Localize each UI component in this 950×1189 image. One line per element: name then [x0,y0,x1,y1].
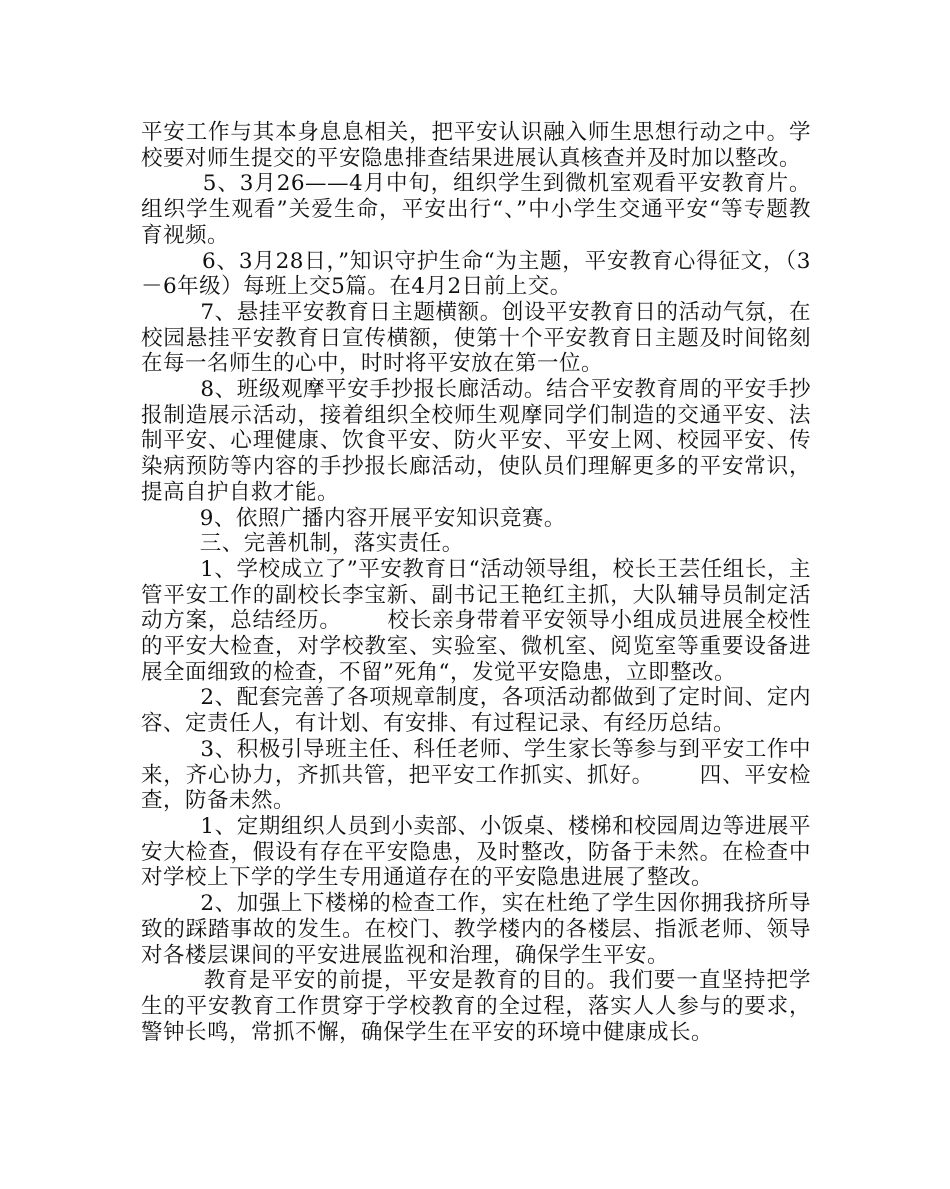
section-heading: 三、完善机制，落实责任。 [141,531,464,557]
paragraph: 5、3月26——4月中旬，组织学生到微机室观看平安教育片。组织学生观看”关爱生命，平安出行“、”中小学生交通平安“等专题教育视频。 [141,171,811,248]
paragraph: 7、悬挂平安教育日主题横额。创设平安教育日的活动气氛，在校园悬挂平安教育日宣传横额，使第十个平安教育日主题及时间铭刻在每一名师生的心中，时时将平安放在第一位。 [141,299,811,377]
closing-paragraph: 教育是平安的前提，平安是教育的目的。我们要一直坚持把学生的平安教育工作贯穿于学校教育的全过程，落实人人参与的要求，警钟长鸣，常抓不懈，确保学生在平安的环境中健康成长。 [141,968,811,1045]
paragraph: 平安工作与其本身息息相关，把平安认识融入师生思想行动之中。学校要对师生提交的平安隐患排查结果进展认真核查并及时加以整改。 [141,120,811,171]
paragraph: 3、积极引导班主任、科任老师、学生家长等参与到平安工作中来，齐心协力，齐抓共管，把平安工作抓实、抓好。 四、平安检查，防备未然。 [141,736,811,814]
paragraph: 1、学校成立了”平安教育日“活动领导组，校长王芸任组长，主管平安工作的副校长李宝新、副书记王艳红主抓，大队辅导员制定活动方案，总结经历。 校长亲身带着平安领导小组成员进展全校性的平安大检查，对学校教室、实验室、微机室、阅览室等重要设备进展全面细致的检查，不留”死角“，发觉平安隐患，立即整改。 [141,556,811,685]
paragraph: 9、依照广播内容开展平安知识竞赛。 [141,505,566,531]
paragraph: 1、定期组织人员到小卖部、小饭桌、楼梯和校园周边等进展平安大检查，假设有存在平安隐患，及时整改，防备于未然。在检查中对学校上下学的学生专用通道存在的平安隐患进展了整改。 [141,813,811,891]
document-body [141,120,811,1045]
paragraph: 8、班级观摩平安手抄报长廊活动。结合平安教育周的平安手抄报制造展示活动，接着组织全校师生观摩同学们制造的交通平安、法制平安、心理健康、饮食平安、防火平安、平安上网、校园平安、传染病预防等内容的手抄报长廊活动，使队员们理解更多的平安常识，提高自护自救才能。 [141,377,811,505]
paragraph: 6、3月28日，”知识守护生命“为主题，平安教育心得征文，（3－6年级）每班上交5篇。在4月2日前上交。 [141,248,811,300]
paragraph: 2、加强上下楼梯的检查工作，实在杜绝了学生因你拥我挤所导致的踩踏事故的发生。在校门、教学楼内的各楼层、指派老师、领导对各楼层课间的平安进展监视和治理，确保学生平安。 [141,891,811,968]
paragraph: 2、配套完善了各项规章制度，各项活动都做到了定时间、定内容、定责任人，有计划、有安排、有过程记录、有经历总结。 [141,685,811,737]
